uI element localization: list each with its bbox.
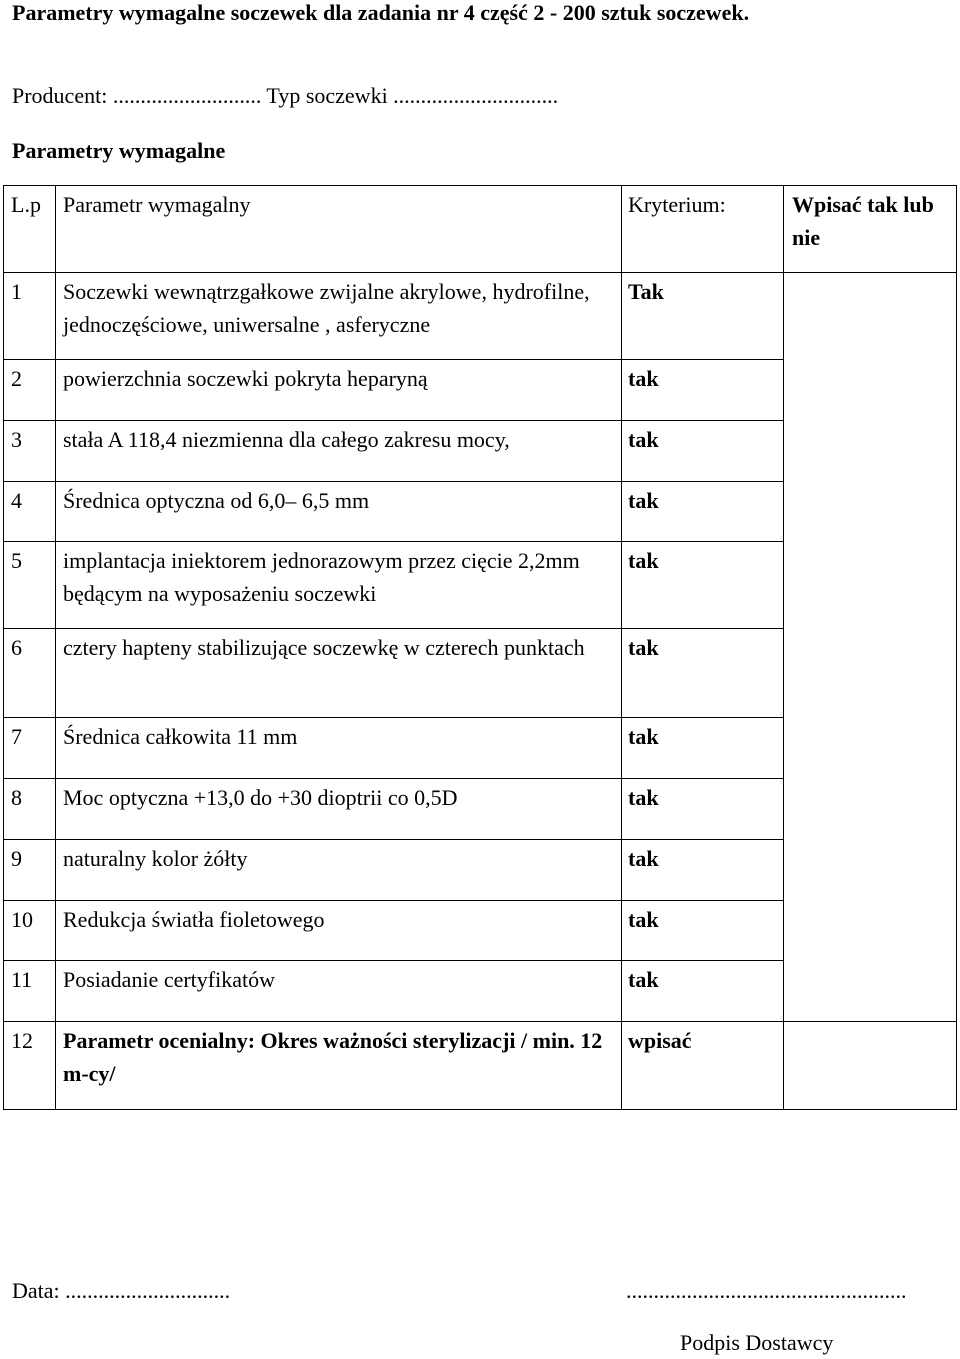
row-criterion: Tak	[622, 273, 784, 360]
row-criterion: tak	[622, 360, 784, 421]
table-row	[4, 273, 957, 360]
header-criterion: Kryterium:	[622, 186, 784, 273]
row-criterion: tak	[622, 718, 784, 779]
row-param: powierzchnia soczewki pokryta heparyną	[56, 360, 622, 421]
row-lp: 9	[4, 840, 56, 901]
row-criterion: wpisać	[622, 1022, 784, 1110]
row-param: Soczewki wewnątrzgałkowe zwijalne akrylowe, hydrofilne, jednoczęściowe, uniwersalne , asferyczne	[56, 273, 622, 360]
header-lp: L.p	[4, 186, 56, 273]
row-param: stała A 118,4 niezmienna dla całego zakresu mocy,	[56, 421, 622, 482]
parameters-table	[3, 185, 957, 1110]
header-fill: Wpisać tak lub nie	[784, 186, 957, 273]
table-row	[4, 1022, 957, 1110]
row-param: Posiadanie certyfikatów	[56, 961, 622, 1022]
row-param: cztery hapteny stabilizujące soczewkę w czterech punktach	[56, 629, 622, 718]
row-param: Średnica optyczna od 6,0– 6,5 mm	[56, 482, 622, 542]
table-header-row	[4, 186, 957, 273]
row-lp: 3	[4, 421, 56, 482]
row-lp: 11	[4, 961, 56, 1022]
document-title: Parametry wymagalne soczewek dla zadania nr 4 część 2 - 200 sztuk soczewek.	[12, 0, 750, 25]
date-field-label: Data: ..............................	[12, 1278, 231, 1303]
row-lp: 5	[4, 542, 56, 629]
row-param: Moc optyczna +13,0 do +30 dioptrii co 0,5D	[56, 779, 622, 840]
row-param: implantacja iniektorem jednorazowym przez cięcie 2,2mm będącym na wyposażeniu soczewki	[56, 542, 622, 629]
row-criterion: tak	[622, 840, 784, 901]
row-param: Parametr ocenialny: Okres ważności sterylizacji / min. 12 m-cy/	[56, 1022, 622, 1110]
row-lp: 10	[4, 901, 56, 961]
row-fill-cell[interactable]	[784, 1022, 957, 1110]
row-lp: 2	[4, 360, 56, 421]
producer-type-line: Producent: ........................... Typ soczewki ..............................	[12, 83, 559, 108]
header-param: Parametr wymagalny	[56, 186, 622, 273]
row-criterion: tak	[622, 629, 784, 718]
row-param: Redukcja światła fioletowego	[56, 901, 622, 961]
section-heading: Parametry wymagalne	[12, 138, 226, 163]
row-criterion: tak	[622, 901, 784, 961]
row-lp: 12	[4, 1022, 56, 1110]
row-lp: 6	[4, 629, 56, 718]
row-criterion: tak	[622, 421, 784, 482]
row-lp: 7	[4, 718, 56, 779]
row-criterion: tak	[622, 961, 784, 1022]
row-criterion: tak	[622, 542, 784, 629]
row-criterion: tak	[622, 482, 784, 542]
signature-label: Podpis Dostawcy	[680, 1330, 834, 1355]
row-lp: 1	[4, 273, 56, 360]
row-param: naturalny kolor żółty	[56, 840, 622, 901]
row-criterion: tak	[622, 779, 784, 840]
row-fill-cell[interactable]	[784, 273, 957, 1022]
row-lp: 4	[4, 482, 56, 542]
row-param: Średnica całkowita 11 mm	[56, 718, 622, 779]
signature-line: ...................................................	[626, 1278, 907, 1303]
row-lp: 8	[4, 779, 56, 840]
